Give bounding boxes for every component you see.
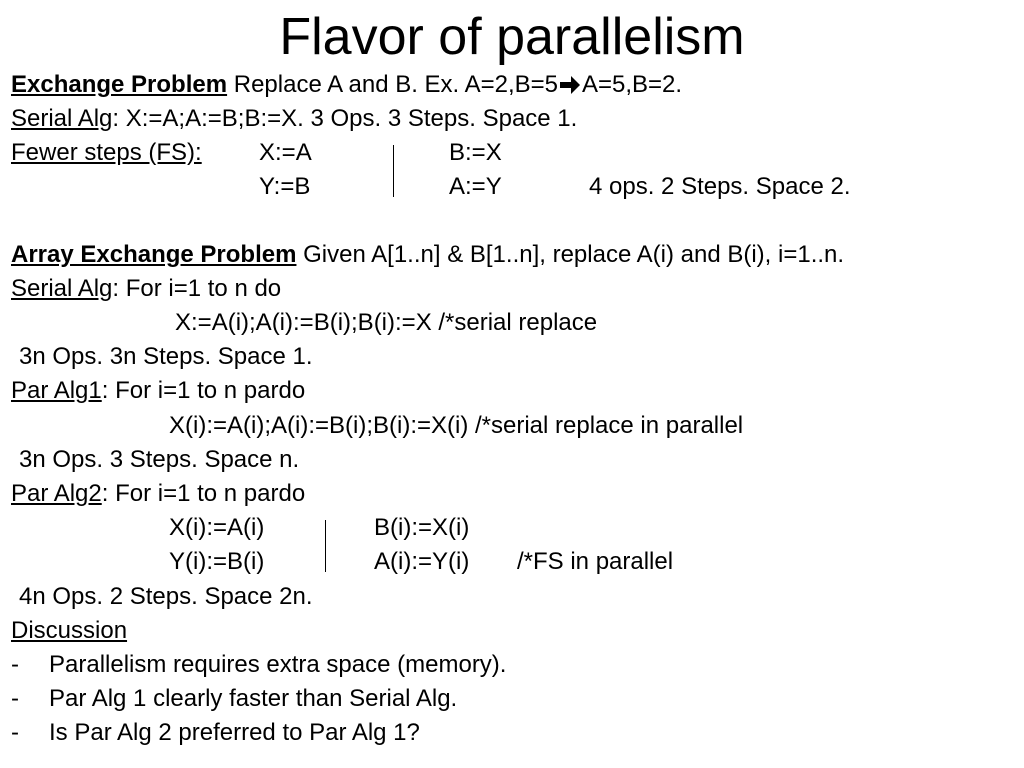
par-alg1-label: Par Alg1	[11, 377, 102, 404]
exchange-problem-line	[11, 70, 682, 103]
exchange-serial-text: : X:=A;A:=B;B:=X. 3 Ops. 3 Steps. Space 1.	[112, 105, 578, 132]
discussion-item: Parallelism requires extra space (memory).	[49, 651, 507, 678]
bullet-dash: -	[11, 651, 19, 678]
array-serial-summary: 3n Ops. 3n Steps. Space 1.	[19, 343, 313, 370]
discussion-item: Is Par Alg 2 preferred to Par Alg 1?	[49, 719, 420, 746]
par-alg2-text: : For i=1 to n pardo	[101, 480, 306, 507]
right-arrow-icon	[559, 73, 581, 103]
array-serial-line	[11, 274, 281, 304]
array-problem-line	[11, 240, 844, 270]
par-alg2-comment: /*FS in parallel	[517, 548, 674, 575]
par-alg2-label: Par Alg2	[11, 480, 102, 507]
par-alg2-summary: 4n Ops. 2 Steps. Space 2n.	[19, 583, 313, 610]
exchange-problem-heading: Exchange Problem	[11, 71, 228, 98]
exchange-problem-desc: Replace A and B. Ex. A=2,B=5	[227, 71, 558, 98]
par-alg1-line	[11, 376, 305, 406]
parallel-separator	[393, 145, 394, 197]
bullet-dash: -	[11, 719, 19, 746]
par-alg1-body: X(i):=A(i);A(i):=B(i);B(i):=X(i) /*serial replace in parallel	[169, 412, 744, 439]
slide-title: Flavor of parallelism	[279, 8, 745, 66]
par-alg1-text: : For i=1 to n pardo	[101, 377, 306, 404]
par-alg2-separator	[325, 520, 326, 572]
array-serial-body: X:=A(i);A(i):=B(i);B(i):=X /*serial replace	[175, 309, 598, 336]
array-serial-label: Serial Alg	[11, 275, 113, 302]
discussion-heading: Discussion	[11, 617, 128, 644]
exchange-serial-label: Serial Alg	[11, 105, 113, 132]
array-serial-text: : For i=1 to n do	[112, 275, 282, 302]
bullet-dash: -	[11, 685, 19, 712]
par-alg1-summary: 3n Ops. 3 Steps. Space n.	[19, 446, 300, 473]
fs-summary: 4 ops. 2 Steps. Space 2.	[589, 173, 851, 200]
par-alg2-left-2: Y(i):=B(i)	[169, 548, 265, 575]
array-problem-heading: Array Exchange Problem	[11, 241, 297, 268]
fs-step-right-1: B:=X	[449, 139, 502, 166]
par-alg2-right-2: A(i):=Y(i)	[374, 548, 470, 575]
par-alg2-left-1: X(i):=A(i)	[169, 514, 265, 541]
array-problem-desc: Given A[1..n] & B[1..n], replace A(i) and B(i), i=1..n.	[296, 241, 845, 268]
exchange-problem-result: A=5,B=2.	[581, 71, 683, 98]
fs-step-left-2: Y:=B	[259, 173, 311, 200]
fs-step-right-2: A:=Y	[449, 173, 502, 200]
fewer-steps-label: Fewer steps (FS):	[11, 139, 202, 166]
discussion-item: Par Alg 1 clearly faster than Serial Alg.	[49, 685, 458, 712]
par-alg2-right-1: B(i):=X(i)	[374, 514, 470, 541]
exchange-serial-line	[11, 104, 577, 134]
par-alg2-line	[11, 479, 305, 509]
fs-step-left-1: X:=A	[259, 139, 312, 166]
